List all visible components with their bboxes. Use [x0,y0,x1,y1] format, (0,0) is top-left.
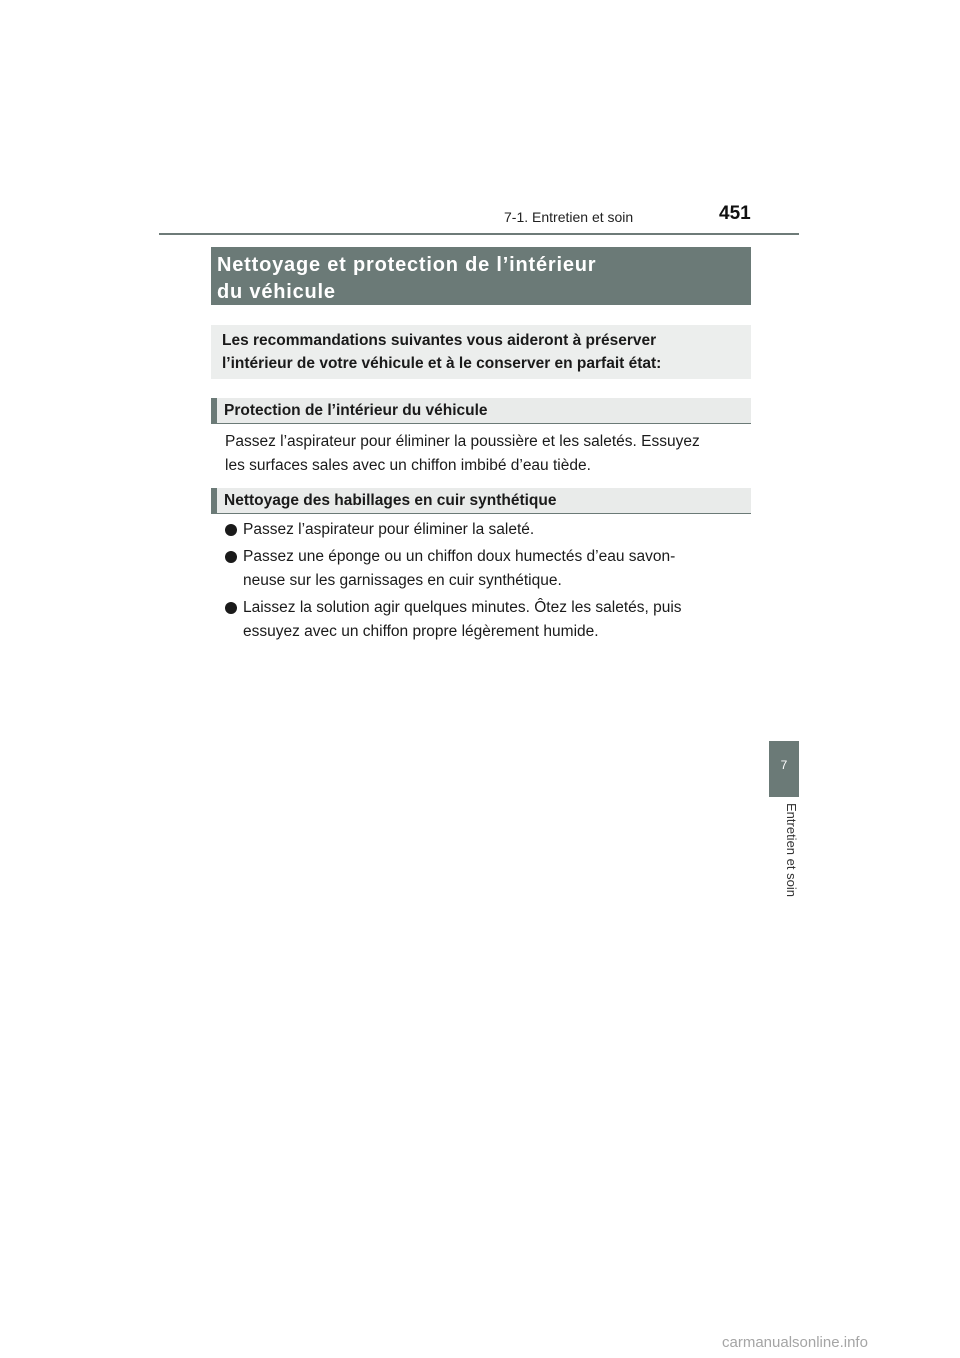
section-protection-line-1: Passez l’aspirateur pour éliminer la poussière et les saletés. Essuyez [225,433,700,450]
chapter-label: Entretien et soin [784,803,799,897]
header-section-title: 7-1. Entretien et soin [504,209,634,225]
chapter-tab [769,741,799,797]
bullet-icon [225,524,237,536]
watermark: carmanualsonline.info [722,1334,868,1351]
list-item-line-2: neuse sur les garnissages en cuir synthétique. [243,572,562,589]
list-item-line-1: Passez une éponge ou un chiffon doux humectés d’eau savon- [243,548,676,565]
chapter-number: 7 [780,758,788,772]
section-heading-leather: Nettoyage des habillages en cuir synthétique [211,488,751,514]
list-item-line-1: Laissez la solution agir quelques minutes. Ôtez les saletés, puis [243,599,682,616]
bullet-icon [225,602,237,614]
section-heading-protection: Protection de l’intérieur du véhicule [211,398,751,424]
section-protection-text [225,430,746,478]
page-title-line-2: du véhicule [217,281,336,303]
intro-box [211,325,751,379]
section-protection-line-2: les surfaces sales avec un chiffon imbibé d’eau tiède. [225,457,591,474]
list-item [225,596,746,644]
page-title-line-1: Nettoyage et protection de l’intérieur [217,254,597,276]
leather-care-list [225,518,746,647]
list-item-line-2: essuyez avec un chiffon propre légèrement humide. [243,623,599,640]
list-item [225,518,746,542]
header-divider [159,233,799,235]
list-item-line-1: Passez l’aspirateur pour éliminer la saleté. [243,521,535,538]
page-title [211,247,751,305]
page-number: 451 [719,203,751,224]
intro-line-2: l’intérieur de votre véhicule et à le conserver en parfait état: [222,355,662,372]
intro-line-1: Les recommandations suivantes vous aideront à préserver [222,332,657,349]
list-item [225,545,746,593]
bullet-icon [225,551,237,563]
